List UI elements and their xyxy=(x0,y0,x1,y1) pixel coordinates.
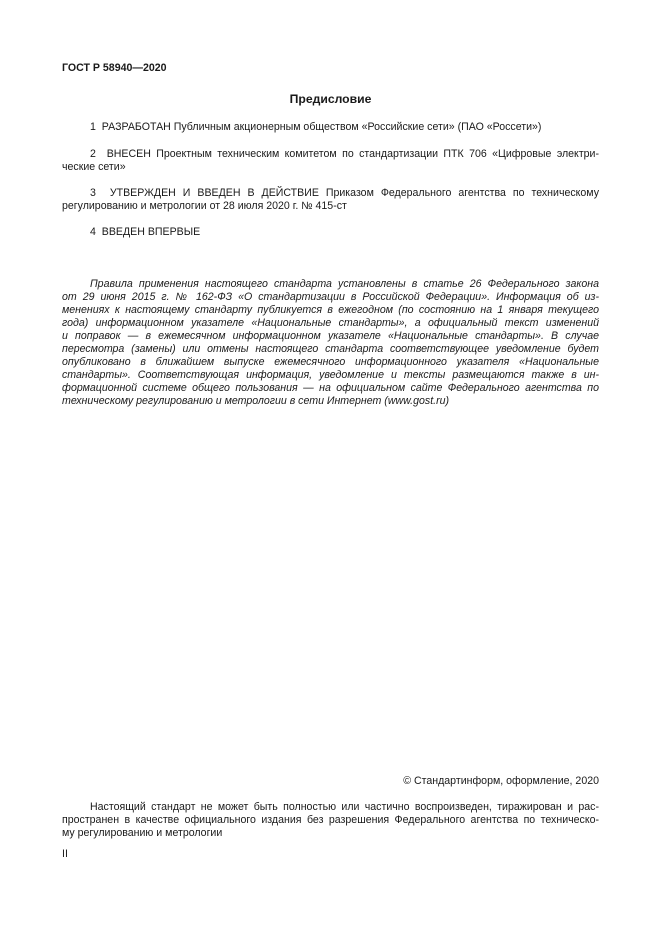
rules-note-line: пересмотра (замены) или отмены настоящего стандарта соответствующее уведомление будет xyxy=(62,343,599,355)
copyright-notice: © Стандартинформ, оформление, 2020 xyxy=(403,775,599,787)
notice-line: пространен в качестве официального издания без разрешения Федерального агентства по техническо- xyxy=(62,814,599,826)
rules-note-line: Правила применения настоящего стандарта установлены в статье 26 Федерального закона xyxy=(90,278,599,290)
notice-line: му регулированию и метрологии xyxy=(62,827,223,839)
foreword-item-2 xyxy=(62,148,599,174)
foreword-item-line: 4 ВВЕДЕН ВПЕРВЫЕ xyxy=(90,226,201,238)
foreword-item-3 xyxy=(62,187,599,213)
rules-note-line: формационной системе общего пользования — на официальном сайте Федерального агентства по xyxy=(62,382,599,394)
foreword-item-1 xyxy=(62,121,599,134)
item-number: 1 xyxy=(90,121,96,133)
notice-line: Настоящий стандарт не может быть полностью или частично воспроизведен, тиражирован и рас- xyxy=(90,801,599,813)
item-number: 2 xyxy=(90,148,96,160)
reproduction-notice xyxy=(62,801,599,840)
foreword-item-line: 1 РАЗРАБОТАН Публичным акционерным обществом «Российские сети» (ПАО «Россети») xyxy=(90,121,542,133)
rules-note-line: года) информационном указателе «Национальные стандарты», а официальный текст изменений xyxy=(62,317,599,329)
foreword-item-line: ческие сети» xyxy=(62,161,126,173)
foreword-item-line: 2 ВНЕСЕН Проектным техническим комитетом по стандартизации ПТК 706 «Цифровые электри- xyxy=(90,148,600,160)
rules-note-line: и поправок — в ежемесячном информационном указателе «Национальные стандарты». В случае xyxy=(62,330,599,342)
rules-note xyxy=(62,278,599,408)
document-code: ГОСТ Р 58940—2020 xyxy=(62,62,167,74)
section-title: Предисловие xyxy=(289,92,372,106)
page-number: II xyxy=(62,848,68,860)
item-number: 3 xyxy=(90,187,96,199)
rules-note-line: стандарты». Соответствующая информация, уведомление и тексты размещаются также в ин- xyxy=(62,369,599,381)
rules-note-line: менениях к настоящему стандарту публикуется в ежегодном (по состоянию на 1 января текущего xyxy=(62,304,599,316)
rules-note-line: опубликовано в ближайшем выпуске ежемесячного информационного указателя «Национальные xyxy=(62,356,599,368)
foreword-item-line: 3 УТВЕРЖДЕН И ВВЕДЕН В ДЕЙСТВИЕ Приказом Федерального агентства по техническому xyxy=(90,187,599,199)
foreword-item-line: регулированию и метрологии от 28 июля 2020 г. № 415-ст xyxy=(62,200,347,212)
rules-note-line: от 29 июня 2015 г. № 162-ФЗ «О стандартизации в Российской Федерации». Информация об из- xyxy=(62,291,599,303)
foreword-item-4 xyxy=(62,226,599,239)
item-number: 4 xyxy=(90,226,96,238)
rules-note-line: техническому регулированию и метрологии в сети Интернет (www.gost.ru) xyxy=(62,395,450,407)
